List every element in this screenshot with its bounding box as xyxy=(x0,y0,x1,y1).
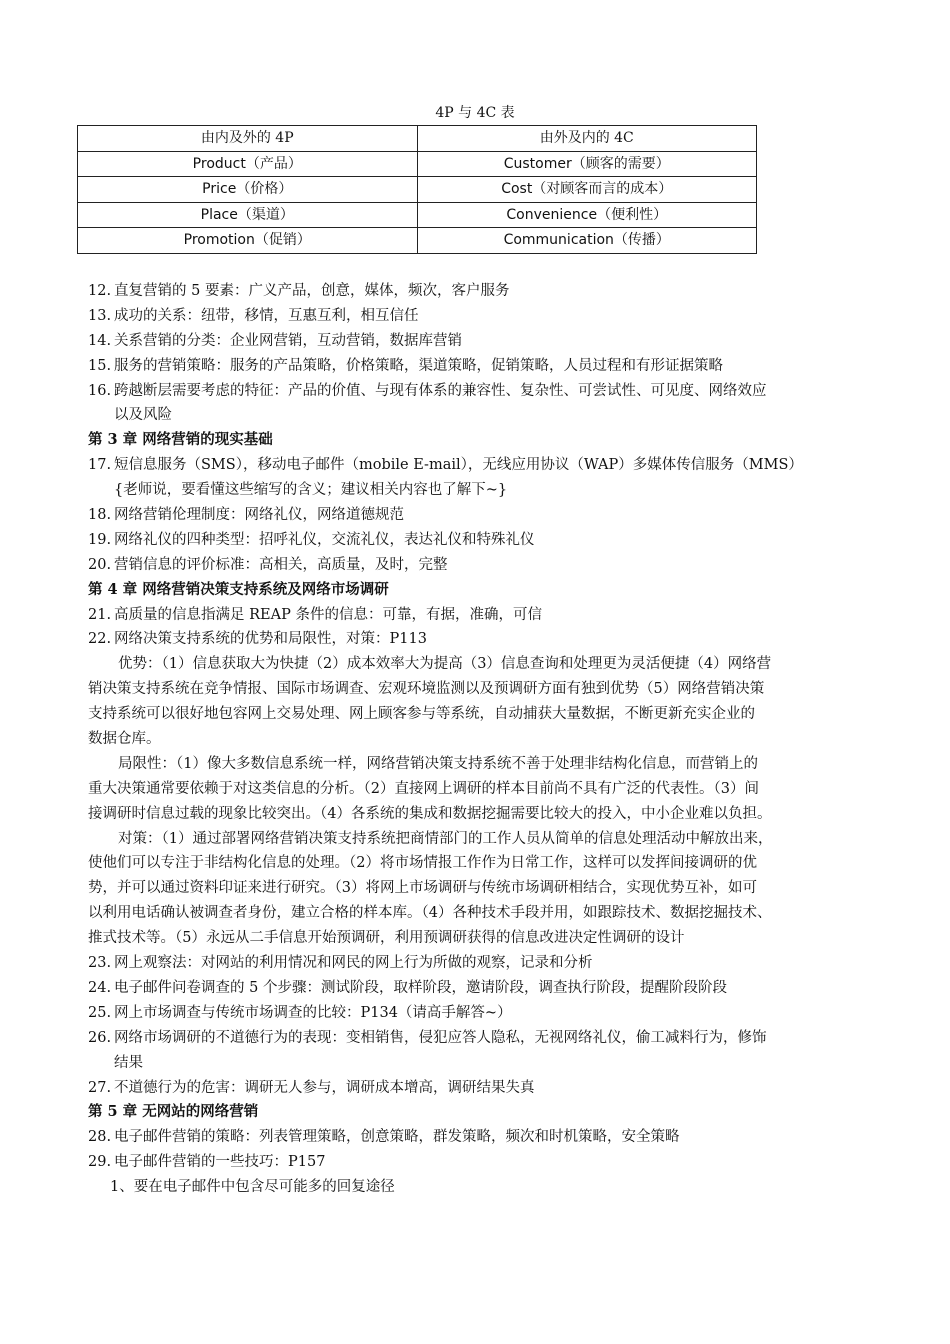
list-item-number: 18. xyxy=(88,507,112,524)
table-row xyxy=(78,228,757,254)
list-item xyxy=(88,1026,873,1051)
list-item-number: 16. xyxy=(88,382,112,399)
table-cell: Price（价格） xyxy=(78,177,418,203)
table-header-cell: 由内及外的 4P xyxy=(78,126,418,152)
list-item xyxy=(88,1150,873,1175)
paragraph-line: 接调研时信息过载的现象比较突出。（4）各系统的集成和数据挖掘需要比较大的投入，中小企业难以负担。 xyxy=(88,805,772,822)
list-item-number: 19. xyxy=(88,531,112,548)
list-item-number: 13. xyxy=(88,307,112,324)
list-item xyxy=(88,1076,873,1101)
list-item-text: 直复营销的 5 要素：广义产品，创意，媒体，频次，客户服务 xyxy=(114,283,510,299)
list-item-text: 网络市场调研的不道德行为的表现：变相销售，侵犯应答人隐私，无视网络礼仪，偷工减料行为，修饰 xyxy=(114,1029,767,1046)
list-item-text: 网络决策支持系统的优势和局限性，对策：P113 xyxy=(114,631,427,648)
paragraph-line: 势，并可以通过资料印证来进行研究。（3）将网上市场调研与传统市场调研相结合，实现优势互补，如可 xyxy=(88,880,757,897)
table-row xyxy=(78,177,757,203)
list-item xyxy=(88,553,873,578)
list-item-number: 29. xyxy=(88,1154,112,1171)
paragraph-line: 重大决策通常要依赖于对这类信息的分析。（2）直接网上调研的样本目前尚不具有广泛的代表性。（3）间 xyxy=(88,780,759,797)
list-item-text: 电子邮件营销的一些技巧：P157 xyxy=(114,1154,326,1171)
paragraph-line: 使他们可以专注于非结构化信息的处理。（2）将市场情报工作作为日常工作，这样可以发挥间接调研的优 xyxy=(88,855,757,872)
table-title: 4P 与 4C 表 xyxy=(435,105,515,121)
list-item xyxy=(88,304,873,329)
list-item xyxy=(88,279,873,304)
list-item-text: 电子邮件营销的策略：列表管理策略，创意策略，群发策略，频次和时机策略，安全策略 xyxy=(114,1129,680,1146)
table-row xyxy=(78,151,757,177)
list-item-number: 15. xyxy=(88,357,112,374)
sub-list-item: 1、要在电子邮件中包含尽可能多的回复途径 xyxy=(110,1179,395,1196)
paragraph-line: 推式技术等。（5）永远从二手信息开始预调研，利用预调研获得的信息改进决定性调研的设计 xyxy=(88,930,685,947)
list-item xyxy=(88,354,873,379)
list-item xyxy=(88,329,873,354)
list-item-number: 14. xyxy=(88,332,112,349)
list-item-text: 网上市场调查与传统市场调查的比较：P134（请高手解答~） xyxy=(114,1004,512,1021)
list-item xyxy=(88,503,873,528)
list-item-text: 网络营销伦理制度：网络礼仪，网络道德规范 xyxy=(114,507,404,524)
4p-4c-table xyxy=(77,125,757,254)
table-cell: Customer（顾客的需要） xyxy=(417,151,757,177)
list-item-number: 24. xyxy=(88,979,112,996)
list-item-continuation: 结果 xyxy=(114,1054,143,1071)
list-item xyxy=(88,603,873,628)
paragraph-start: 对策：（1）通过部署网络营销决策支持系统把商情部门的工作人员从简单的信息处理活动中解放出来， xyxy=(118,830,773,847)
list-item-text: 服务的营销策略：服务的产品策略，价格策略，渠道策略，促销策略，人员过程和有形证据策略 xyxy=(114,357,723,374)
list-item-number: 20. xyxy=(88,556,112,573)
list-item-text: 关系营销的分类：企业网营销，互动营销，数据库营销 xyxy=(114,332,462,349)
list-item-number: 21. xyxy=(88,606,112,623)
list-item xyxy=(88,528,873,553)
table-header-cell: 由外及内的 4C xyxy=(417,126,757,152)
list-item-text: 跨越断层需要考虑的特征：产品的价值、与现有体系的兼容性、复杂性、可尝试性、可见度、网络效应 xyxy=(114,382,767,399)
table-cell: Promotion（促销） xyxy=(78,228,418,254)
paragraph-line: 以利用电话确认被调查者身份，建立合格的样本库。（4）各种技术手段并用，如跟踪技术、数据挖掘技术、 xyxy=(88,905,772,922)
table-cell: Cost（对顾客而言的成本） xyxy=(417,177,757,203)
list-item xyxy=(88,453,873,478)
list-item-number: 27. xyxy=(88,1079,112,1096)
list-item-text: 高质量的信息指满足 REAP 条件的信息：可靠，有据，准确，可信 xyxy=(114,606,542,623)
list-item xyxy=(88,976,873,1001)
list-item xyxy=(88,1001,873,1026)
paragraph-start: 局限性：（1）像大多数信息系统一样，网络营销决策支持系统不善于处理非结构化信息，而营销上的 xyxy=(118,755,758,772)
list-item-text: 电子邮件问卷调查的 5 个步骤：测试阶段，取样阶段，邀请阶段，调查执行阶段，提醒阶段阶段 xyxy=(114,979,727,996)
document-body xyxy=(88,279,873,1200)
paragraph-line: 数据仓库。 xyxy=(88,731,161,748)
list-item-number: 12. xyxy=(88,283,112,299)
table-cell: Place（渠道） xyxy=(78,202,418,228)
list-item-text: 网上观察法：对网站的利用情况和网民的网上行为所做的观察，记录和分析 xyxy=(114,955,593,972)
list-item-continuation: {老师说，要看懂这些缩写的含义；建议相关内容也了解下~} xyxy=(114,482,508,499)
list-item-number: 25. xyxy=(88,1004,112,1021)
list-item xyxy=(88,951,873,976)
list-item-text: 不道德行为的危害：调研无人参与，调研成本增高，调研结果失真 xyxy=(114,1079,535,1096)
chapter-heading: 第 3 章 网络营销的现实基础 xyxy=(88,431,273,449)
list-item-text: 短信息服务（SMS），移动电子邮件（mobile E-mail），无线应用协议（WAP）多媒体传信服务（MMS） xyxy=(114,457,803,474)
list-item-number: 17. xyxy=(88,457,112,474)
paragraph-line: 销决策支持系统在竞争情报、国际市场调查、宏观环境监测以及预调研方面有独到优势（5）网络营销决策 xyxy=(88,681,765,698)
list-item-number: 26. xyxy=(88,1029,112,1046)
paragraph-start: 优势：（1）信息获取大为快捷（2）成本效率大为提高（3）信息查询和处理更为灵活便捷（4）网络营 xyxy=(118,656,772,673)
list-item xyxy=(88,1125,873,1150)
list-item-number: 28. xyxy=(88,1129,112,1146)
list-item-number: 23. xyxy=(88,955,112,972)
list-item-number: 22. xyxy=(88,631,112,648)
paragraph-line: 支持系统可以很好地包容网上交易处理、网上顾客参与等系统，自动捕获大量数据，不断更新充实企业的 xyxy=(88,706,755,723)
list-item xyxy=(88,379,873,404)
list-item-continuation: 以及风险 xyxy=(114,407,172,424)
list-item-text: 网络礼仪的四种类型：招呼礼仪，交流礼仪，表达礼仪和特殊礼仪 xyxy=(114,531,535,548)
list-item-text: 营销信息的评价标准：高相关，高质量，及时，完整 xyxy=(114,556,448,573)
table-row xyxy=(78,202,757,228)
list-item-text: 成功的关系：纽带，移情，互惠互利，相互信任 xyxy=(114,307,419,324)
table-cell: Convenience（便利性） xyxy=(417,202,757,228)
chapter-heading: 第 5 章 无网站的网络营销 xyxy=(88,1103,259,1121)
table-cell: Communication（传播） xyxy=(417,228,757,254)
table-header-row xyxy=(78,126,757,152)
chapter-heading: 第 4 章 网络营销决策支持系统及网络市场调研 xyxy=(88,580,389,598)
table-cell: Product（产品） xyxy=(78,151,418,177)
list-item xyxy=(88,627,873,652)
